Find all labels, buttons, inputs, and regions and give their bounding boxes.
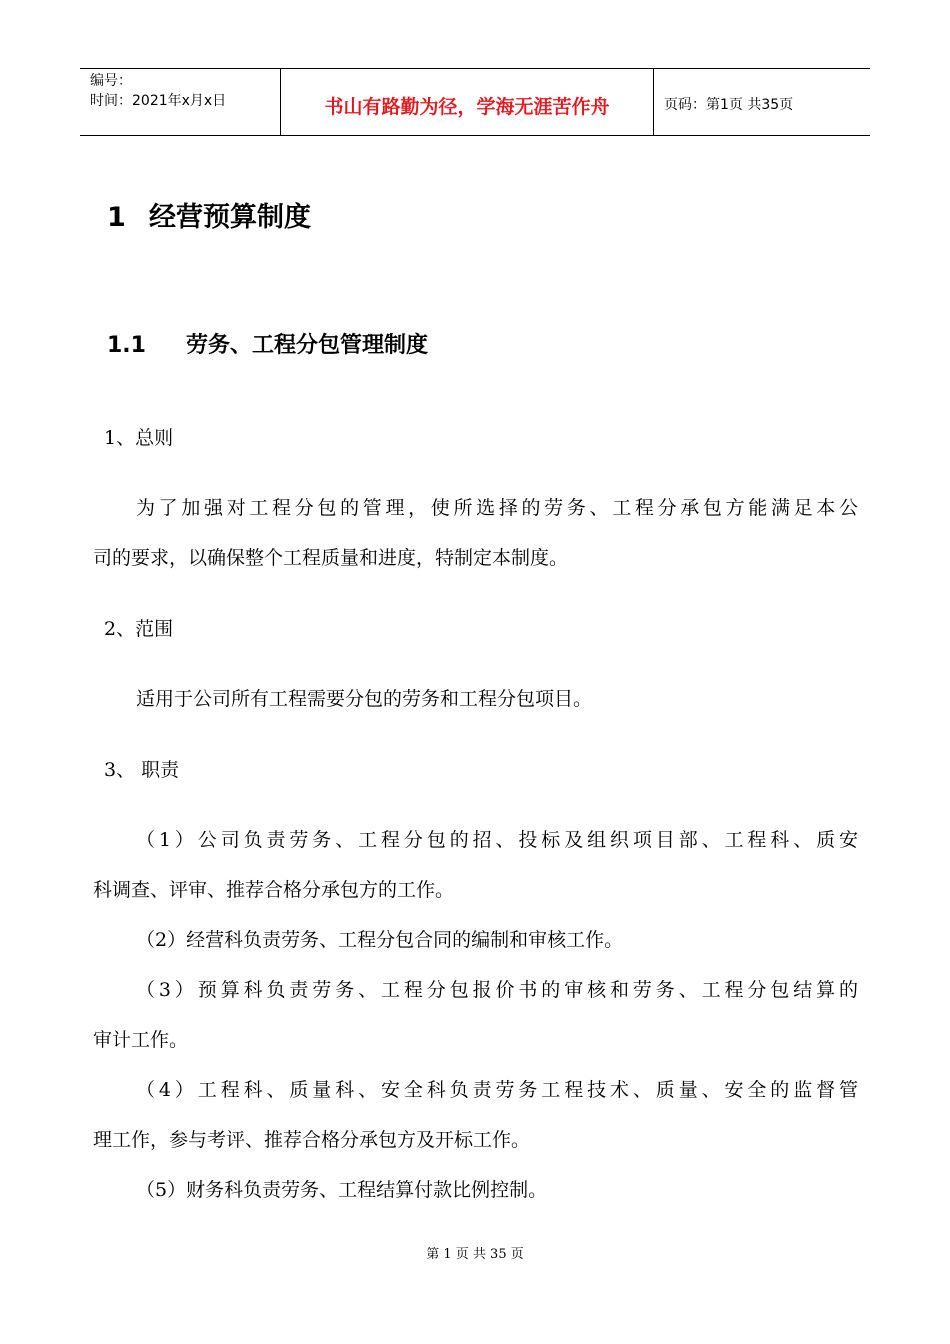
chapter-number: 1 bbox=[107, 202, 126, 233]
header-page-cell bbox=[654, 69, 870, 135]
duty-item-3-line1: （3）预算科负责劳务、工程分包报价书的审核和劳务、工程分包结算的 bbox=[136, 979, 858, 1001]
duty-item-4-line2: 理工作，参与考评、推荐合格分承包方及开标工作。 bbox=[93, 1129, 531, 1151]
general-title: 1、总则 bbox=[104, 427, 174, 449]
duty-item-4-line1: （4）工程科、质量科、安全科负责劳务工程技术、质量、安全的监督管 bbox=[136, 1079, 858, 1101]
chapter-heading bbox=[107, 198, 311, 238]
header-motto-cell bbox=[281, 69, 654, 135]
document-number-label: 编号： bbox=[90, 73, 132, 89]
header-page-info: 页码：第1页 共35页 bbox=[664, 97, 794, 113]
chapter-title: 经营预算制度 bbox=[149, 202, 311, 233]
duty-title: 3、 职责 bbox=[104, 759, 180, 781]
document-header bbox=[80, 68, 870, 136]
duty-item-1-line2: 科调查、评审、推荐合格分承包方的工作。 bbox=[93, 879, 455, 901]
duty-item-1-line1: （1）公司负责劳务、工程分包的招、投标及组织项目部、工程科、质安 bbox=[136, 829, 858, 851]
general-paragraph-line2: 司的要求，以确保整个工程质量和进度，特制定本制度。 bbox=[93, 547, 569, 569]
header-meta-cell bbox=[80, 69, 281, 135]
section-number: 1.1 bbox=[107, 333, 146, 358]
scope-paragraph: 适用于公司所有工程需要分包的劳务和工程分包项目。 bbox=[136, 688, 593, 710]
general-paragraph-line1: 为了加强对工程分包的管理，使所选择的劳务、工程分承包方能满足本公 bbox=[136, 497, 858, 519]
section-title: 劳务、工程分包管理制度 bbox=[186, 333, 429, 358]
section-heading bbox=[107, 330, 428, 362]
duty-item-2: （2）经营科负责劳务、工程分包合同的编制和审核工作。 bbox=[136, 929, 624, 951]
document-date-label: 时间：2021年x月x日 bbox=[90, 93, 227, 109]
scope-title: 2、范围 bbox=[104, 618, 174, 640]
duty-item-3-line2: 审计工作。 bbox=[93, 1029, 189, 1051]
header-motto: 书山有路勤为径，学海无涯苦作舟 bbox=[324, 95, 610, 118]
duty-item-5: （5）财务科负责劳务、工程结算付款比例控制。 bbox=[136, 1179, 548, 1201]
page-footer: 第 1 页 共 35 页 bbox=[426, 1247, 524, 1262]
